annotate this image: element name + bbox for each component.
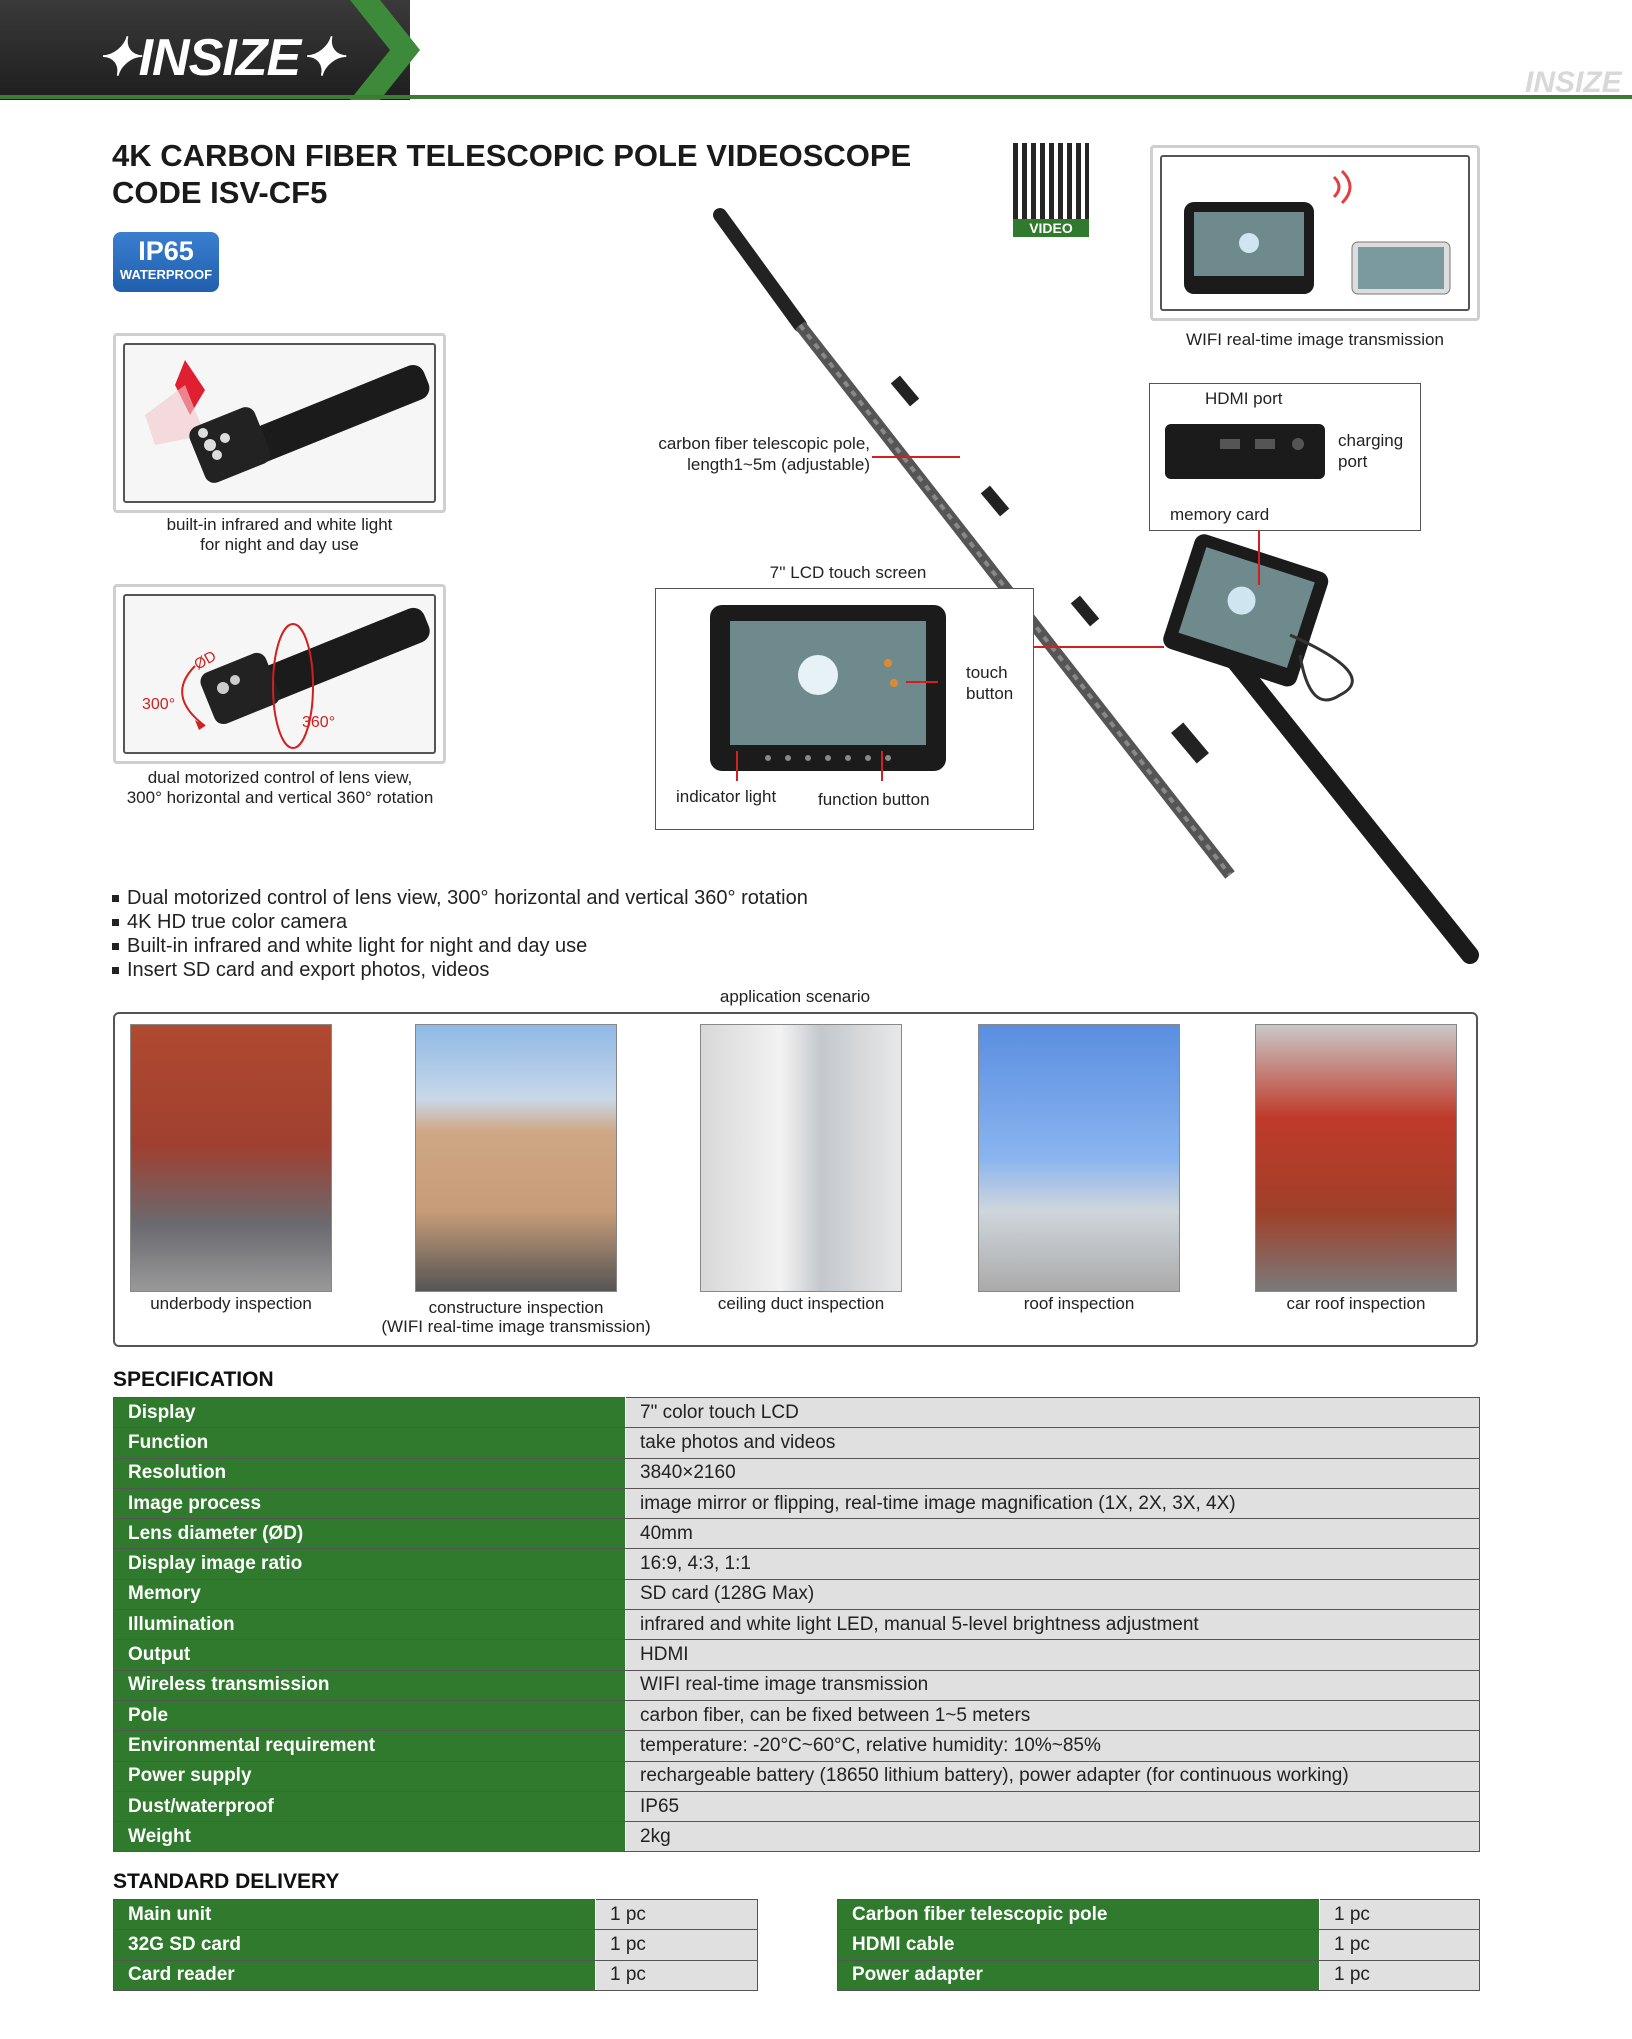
scenario-caption-sub: (WIFI real-time image transmission) [381, 1317, 651, 1336]
spec-value: WIFI real-time image transmission [626, 1670, 1480, 1700]
function-pointer-line [881, 751, 883, 781]
pole-caption: carbon fiber telescopic pole, length1~5m (adjustable) [658, 434, 870, 474]
ports-pointer-line [1258, 530, 1260, 585]
table-row [838, 1900, 1480, 1930]
spec-key: Pole [114, 1700, 626, 1730]
rotation-photo-box [113, 584, 446, 764]
table-row [114, 1428, 1480, 1458]
header-rule [0, 95, 1632, 99]
spec-key: Power supply [114, 1761, 626, 1791]
angle-360-label: 360° [302, 714, 336, 731]
touch-pointer-line [906, 681, 938, 683]
feature-item: Dual motorized control of lens view, 300° horizontal and vertical 360° rotation [112, 887, 808, 910]
camera-head-rotation-image [125, 596, 440, 754]
spec-value: take photos and videos [626, 1428, 1480, 1458]
delivery-qty: 1 pc [1320, 1900, 1480, 1930]
spec-key: Lens diameter (ØD) [114, 1519, 626, 1549]
wifi-box [1150, 145, 1480, 321]
table-row [114, 1670, 1480, 1700]
spec-value: 3840×2160 [626, 1458, 1480, 1488]
spec-value: IP65 [626, 1791, 1480, 1821]
brand-logo: ✦INSIZE✦ [96, 29, 343, 87]
light-photo-box [113, 333, 446, 513]
spec-value: 7" color touch LCD [626, 1398, 1480, 1428]
car-roof-photo [1255, 1024, 1457, 1292]
lcd-pointer-line [1034, 646, 1164, 648]
delivery-item: Carbon fiber telescopic pole [838, 1900, 1320, 1930]
delivery-qty: 1 pc [1320, 1960, 1480, 1990]
delivery-table-right [837, 1899, 1480, 1991]
spec-key: Memory [114, 1579, 626, 1609]
table-row [114, 1930, 758, 1960]
ip65-badge: IP65 WATERPROOF [113, 232, 219, 292]
spec-value: HDMI [626, 1640, 1480, 1670]
table-row [114, 1549, 1480, 1579]
table-row [114, 1640, 1480, 1670]
spec-title: SPECIFICATION [113, 1368, 274, 1391]
table-row [838, 1930, 1480, 1960]
scenario-caption: roof inspection [1023, 1294, 1135, 1313]
table-row [114, 1519, 1480, 1549]
delivery-qty: 1 pc [596, 1960, 758, 1990]
scenario-caption: underbody inspection [150, 1294, 312, 1313]
delivery-item: Power adapter [838, 1960, 1320, 1990]
memory-card-label: memory card [1170, 505, 1270, 524]
table-row [114, 1579, 1480, 1609]
delivery-qty: 1 pc [596, 1930, 758, 1960]
spec-value: image mirror or flipping, real-time image magnification (1X, 2X, 3X, 4X) [626, 1488, 1480, 1518]
indicator-pointer-line [736, 751, 738, 781]
spec-value: SD card (128G Max) [626, 1579, 1480, 1609]
spec-key: Function [114, 1428, 626, 1458]
delivery-item: Main unit [114, 1900, 596, 1930]
table-row [114, 1791, 1480, 1821]
spec-key: Display [114, 1398, 626, 1428]
charging-port-label: charging port [1338, 431, 1404, 471]
wifi-caption: WIFI real-time image transmission [1186, 330, 1444, 349]
spec-key: Environmental requirement [114, 1731, 626, 1761]
scenario-caption: constructure inspection [428, 1298, 604, 1317]
table-row [114, 1488, 1480, 1518]
spec-key: Illumination [114, 1610, 626, 1640]
feature-item: Insert SD card and export photos, videos [112, 959, 489, 982]
spec-table [113, 1397, 1480, 1852]
spec-value: infrared and white light LED, manual 5-level brightness adjustment [626, 1610, 1480, 1640]
function-button-label: function button [818, 790, 930, 809]
feature-item: 4K HD true color camera [112, 911, 347, 934]
table-row [114, 1700, 1480, 1730]
ports-device-image [1160, 414, 1330, 494]
construction-photo [415, 1024, 617, 1292]
spec-value: 40mm [626, 1519, 1480, 1549]
feature-item: Built-in infrared and white light for night and day use [112, 935, 587, 958]
spec-value: 16:9, 4:3, 1:1 [626, 1549, 1480, 1579]
spec-key: Output [114, 1640, 626, 1670]
delivery-item: Card reader [114, 1960, 596, 1990]
angle-300-label: 300° [142, 696, 176, 713]
lcd-screen-image [708, 603, 948, 773]
touch-button-label: touch button [966, 663, 1014, 703]
delivery-item: HDMI cable [838, 1930, 1320, 1960]
spec-key: Display image ratio [114, 1549, 626, 1579]
light-caption: built-in infrared and white light for night and day use [166, 515, 393, 554]
wifi-devices-image [1162, 157, 1474, 312]
hdmi-port-label: HDMI port [1205, 389, 1283, 408]
table-row [114, 1458, 1480, 1488]
spec-value: carbon fiber, can be fixed between 1~5 meters [626, 1700, 1480, 1730]
table-row [114, 1761, 1480, 1791]
ceiling-photo [700, 1024, 902, 1292]
table-row [114, 1731, 1480, 1761]
table-row [114, 1900, 758, 1930]
brand-logo-small: INSIZE [1525, 66, 1622, 99]
table-row [114, 1398, 1480, 1428]
delivery-title: STANDARD DELIVERY [113, 1870, 340, 1893]
spec-key: Resolution [114, 1458, 626, 1488]
table-row [838, 1960, 1480, 1990]
spec-key: Dust/waterproof [114, 1791, 626, 1821]
table-row [114, 1960, 758, 1990]
delivery-qty: 1 pc [1320, 1930, 1480, 1960]
delivery-item: 32G SD card [114, 1930, 596, 1960]
scenario-caption: car roof inspection [1286, 1294, 1426, 1313]
spec-value: temperature: -20°C~60°C, relative humidity: 10%~85% [626, 1731, 1480, 1761]
spec-key: Wireless transmission [114, 1670, 626, 1700]
scenario-title: application scenario [719, 987, 871, 1006]
spec-value: 2kg [626, 1822, 1480, 1852]
product-code: CODE ISV-CF5 [112, 175, 328, 210]
qr-video-label: VIDEO [1013, 219, 1089, 237]
spec-key: Image process [114, 1488, 626, 1518]
table-row [114, 1610, 1480, 1640]
table-row [114, 1822, 1480, 1852]
roof-photo [978, 1024, 1180, 1292]
spec-key: Weight [114, 1822, 626, 1852]
delivery-qty: 1 pc [596, 1900, 758, 1930]
camera-head-light-image [125, 345, 440, 503]
indicator-light-label: indicator light [676, 787, 777, 806]
delivery-table-left [113, 1899, 758, 1991]
scenario-caption: ceiling duct inspection [717, 1294, 885, 1313]
spec-value: rechargeable battery (18650 lithium battery), power adapter (for continuous working) [626, 1761, 1480, 1791]
pole-pointer-line [872, 456, 960, 458]
product-title: 4K CARBON FIBER TELESCOPIC POLE VIDEOSCOPE [112, 138, 912, 173]
diameter-label: ØD [191, 647, 220, 674]
rotation-caption: dual motorized control of lens view, 300° horizontal and vertical 360° rotation [126, 768, 434, 807]
lcd-title: 7'' LCD touch screen [769, 563, 927, 582]
underbody-photo [130, 1024, 332, 1292]
